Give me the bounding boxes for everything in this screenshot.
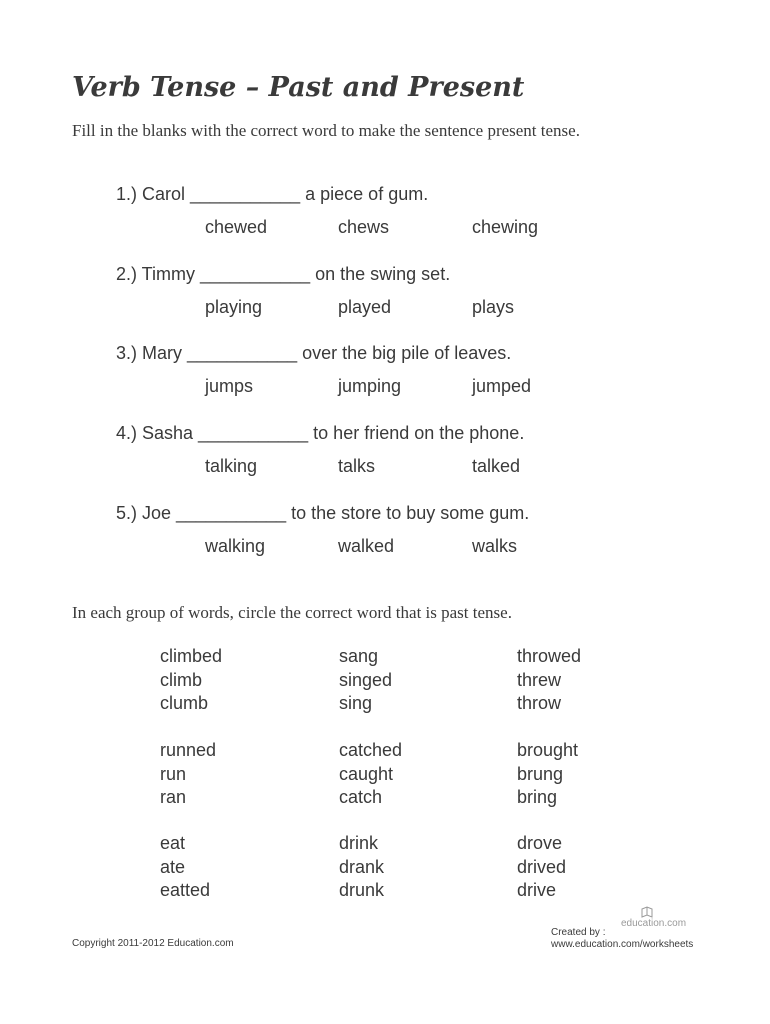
word-choice[interactable]: climb — [160, 669, 203, 690]
word-choice[interactable]: sing — [339, 693, 373, 713]
option: played — [338, 297, 392, 317]
part1-instruction: Fill in the blanks with the correct word to make the sentence present tense. — [72, 121, 580, 140]
word-choice[interactable]: catched — [339, 740, 403, 760]
word-choice[interactable]: throwed — [517, 646, 582, 666]
word-group — [517, 739, 578, 810]
option: jumping — [338, 376, 402, 396]
option: plays — [472, 297, 515, 317]
word-choice[interactable]: eat — [160, 833, 186, 853]
created-by-block — [551, 927, 693, 951]
word-group — [517, 645, 581, 716]
word-choice[interactable]: brung — [517, 763, 564, 784]
option: walked — [338, 536, 395, 556]
word-choice[interactable]: throw — [517, 693, 562, 713]
word-group — [339, 645, 392, 716]
part2-instruction: In each group of words, circle the correct word that is past tense. — [72, 603, 512, 622]
word-choice[interactable]: drive — [517, 880, 557, 900]
word-group — [160, 645, 222, 716]
question-4: 4.) Sasha ___________ to her friend on the phone. — [116, 423, 525, 443]
book-icon — [641, 906, 653, 918]
option: walking — [205, 536, 266, 556]
word-group — [160, 832, 210, 903]
created-by-label: Created by : — [551, 927, 606, 938]
word-choice[interactable]: bring — [517, 787, 558, 807]
question-2: 2.) Timmy ___________ on the swing set. — [116, 264, 451, 284]
option: talked — [472, 456, 521, 476]
option: jumps — [205, 376, 254, 396]
word-choice[interactable]: singed — [339, 669, 393, 690]
option: chewed — [205, 217, 268, 237]
word-choice[interactable]: drove — [517, 833, 563, 853]
option: jumped — [472, 376, 532, 396]
word-choice[interactable]: brought — [517, 740, 579, 760]
worksheets-url[interactable]: www.education.com/worksheets — [551, 939, 694, 950]
word-choice[interactable]: drink — [339, 833, 379, 853]
word-choice[interactable]: threw — [517, 669, 562, 690]
word-choice[interactable]: runned — [160, 740, 217, 760]
word-choice[interactable]: clumb — [160, 693, 209, 713]
option: chewing — [472, 217, 539, 237]
word-choice[interactable]: ran — [160, 787, 187, 807]
question-5: 5.) Joe ___________ to the store to buy some gum. — [116, 503, 530, 523]
word-group — [517, 832, 566, 903]
word-choice[interactable]: sang — [339, 646, 379, 666]
word-group — [339, 739, 402, 810]
question-1: 1.) Carol ___________ a piece of gum. — [116, 184, 429, 204]
word-choice[interactable]: catch — [339, 787, 383, 807]
word-choice[interactable]: drived — [517, 856, 567, 877]
option: chews — [338, 217, 390, 237]
word-choice[interactable]: climbed — [160, 646, 223, 666]
word-choice[interactable]: drunk — [339, 880, 385, 900]
word-choice[interactable]: run — [160, 763, 187, 784]
word-choice[interactable]: drank — [339, 856, 385, 877]
word-choice[interactable]: eatted — [160, 880, 211, 900]
word-choice[interactable]: ate — [160, 856, 186, 877]
worksheet-title: Verb Tense – Past and Present — [72, 72, 525, 103]
copyright-text: Copyright 2011-2012 Education.com — [72, 938, 234, 949]
word-group — [160, 739, 216, 810]
option: talking — [205, 456, 258, 476]
word-group — [339, 832, 384, 903]
word-choice[interactable]: caught — [339, 763, 394, 784]
option: walks — [472, 536, 518, 556]
option: talks — [338, 456, 376, 476]
logo-text: education.com — [621, 918, 687, 929]
question-3: 3.) Mary ___________ over the big pile of leaves. — [116, 343, 512, 363]
option: playing — [205, 297, 263, 317]
